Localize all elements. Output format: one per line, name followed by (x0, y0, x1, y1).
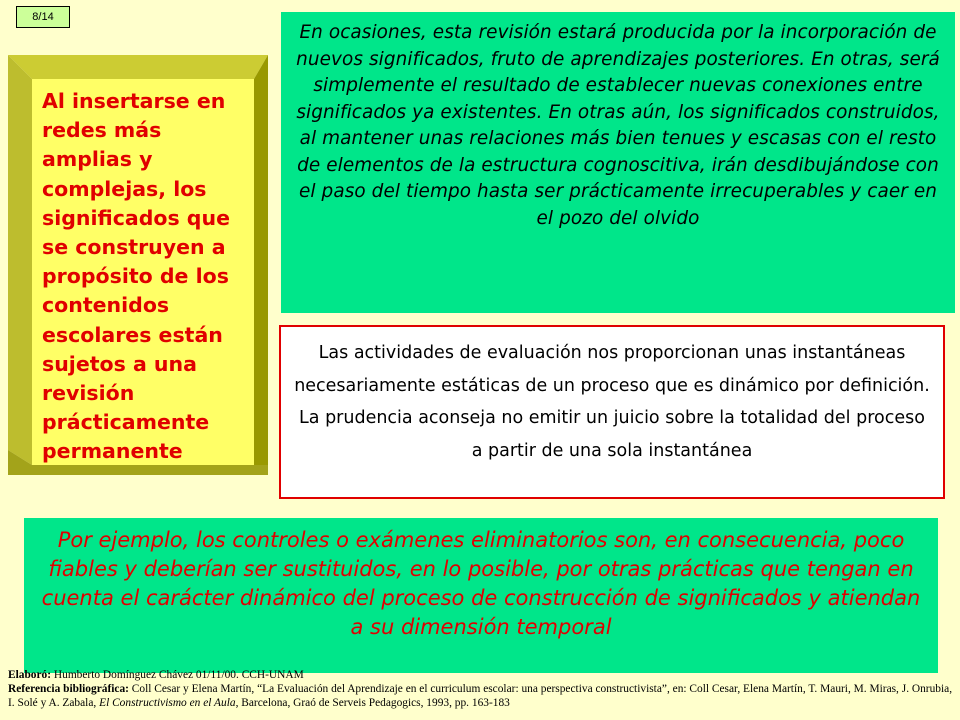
bevel-left (8, 55, 32, 465)
example-paragraph-box (24, 518, 938, 673)
evaluation-paragraph: Las actividades de evaluación nos proporcionan unas instantáneas necesariamente estáticas de un proceso que es dinámico por definición. La prudencia aconseja no emitir un juicio sobre la totalidad del proceso a partir de una sola instantánea (294, 343, 930, 461)
reference-book-title: El Constructivismo en el Aula (99, 697, 236, 709)
slide-counter: 8/14 (16, 6, 70, 28)
bevel-right (254, 55, 268, 465)
example-paragraph: Por ejemplo, los controles o exámenes eliminatorios son, en consecuencia, poco fiables y deberían ser sustituidos, en lo posible, por otras prácticas que tengan en cuenta el carácter dinámico del proceso de construcción de significados y atiendan a su dimensión temporal (41, 528, 921, 639)
author-value: Humberto Domínguez Chávez 01/11/00. CCH-UNAM (51, 669, 304, 681)
author-line (8, 668, 954, 682)
reference-label: Referencia bibliográfica: (8, 683, 129, 695)
left-highlight-box (8, 55, 268, 475)
revision-paragraph: En ocasiones, esta revisión estará producida por la incorporación de nuevos significados, fruto de aprendizajes posteriores. En otras, será simplemente el resultado de establecer nuevas conexiones entre significados ya existentes. En otras aún, los significados construidos, al mantener unas relaciones más bien tenues y escasas con el resto de elementos de la estructura cognoscitiva, irán desdibujándose con el paso del tiempo hasta ser prácticamente irrecuperables y caer en el pozo del olvido (296, 22, 940, 229)
revision-paragraph-box (281, 12, 955, 313)
left-box-face (32, 79, 254, 465)
reference-text: Coll Cesar y Elena Martín, “La Evaluación del Aprendizaje en el curriculum escolar: una perspectiva constructivista”, en: Coll Cesar, Elena Martín, T. Mauri, M. Miras, J. Onrubia, I. Solé y A. Zabala, (8, 683, 953, 709)
left-box-text: Al insertarse en redes más amplias y complejas, los significados que se construyen a propósito de los contenidos escolares están sujetos a una revisión prácticamente permanente (42, 89, 230, 464)
evaluation-paragraph-box (279, 325, 945, 499)
reference-tail: , Barcelona, Graó de Serveis Pedagogics, 1993, pp. 163-183 (235, 697, 510, 709)
credits-footer (8, 668, 954, 710)
bevel-top (8, 55, 268, 79)
reference-line (8, 682, 954, 710)
author-label: Elaboró: (8, 669, 52, 681)
